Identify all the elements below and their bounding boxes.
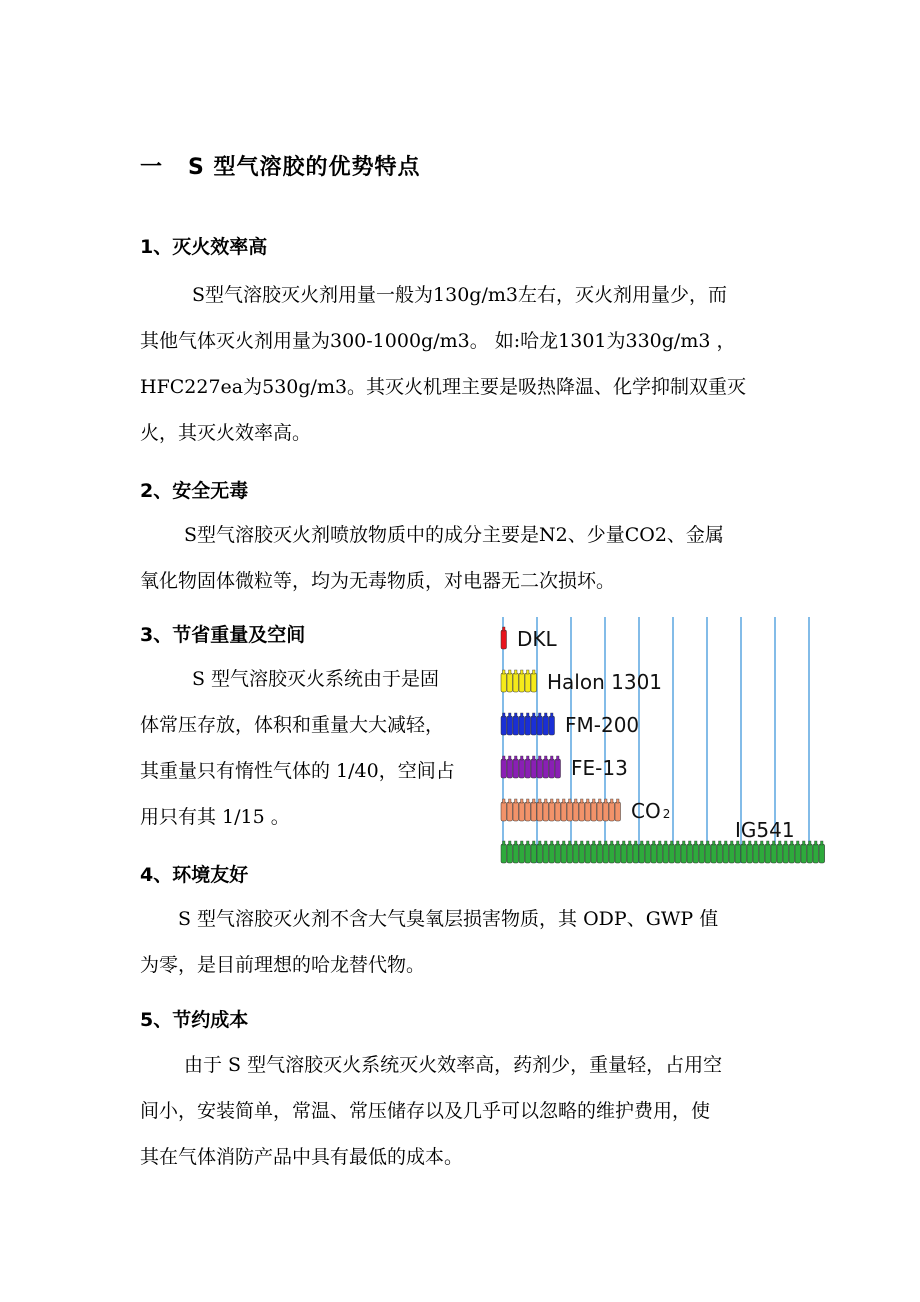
chart-bar-halon-1301	[501, 670, 537, 692]
chart-cylinder	[789, 844, 795, 863]
chart-cylinder-cap	[809, 841, 812, 845]
chart-cylinder	[513, 716, 519, 735]
chart-cylinder	[537, 716, 543, 735]
chart-bar-ig541	[501, 841, 825, 863]
chart-cylinder-cap	[653, 841, 656, 845]
chart-cylinder	[501, 802, 507, 821]
chart-cylinder-cap	[527, 799, 530, 803]
chart-cylinder	[579, 844, 585, 863]
chart-cylinder	[501, 759, 507, 778]
chart-cylinder	[501, 844, 507, 863]
chart-cylinder-cap	[713, 841, 716, 845]
chart-cylinder-cap	[509, 841, 512, 845]
chart-bar-label: CO 2	[631, 799, 671, 823]
chart-cylinder	[519, 716, 525, 735]
body-line: 其在气体消防产品中具有最低的成本。	[140, 1146, 464, 1168]
chart-cylinder	[657, 844, 663, 863]
chart-cylinder	[813, 844, 819, 863]
chart-cylinder-cap	[665, 841, 668, 845]
section-heading-environment: 4、环境友好	[140, 864, 249, 886]
chart-cylinder	[543, 716, 549, 735]
chart-cylinder-cap	[671, 841, 674, 845]
chart-cylinder	[753, 844, 759, 863]
chart-cylinder-cap	[599, 799, 602, 803]
chart-cylinder	[615, 802, 621, 821]
chart-cylinder-cap	[569, 841, 572, 845]
chart-cylinder	[507, 673, 513, 692]
chart-cylinder	[537, 802, 543, 821]
chart-cylinder-cap	[545, 713, 548, 717]
body-line: 氧化物固体微粒等，均为无毒物质，对电器无二次损坏。	[140, 570, 616, 592]
chart-cylinder-cap	[503, 713, 506, 717]
section-heading-safety: 2、安全无毒	[140, 480, 249, 502]
chart-bar-label: Halon 1301	[547, 670, 663, 694]
chart-cylinder	[741, 844, 747, 863]
chart-cylinder-cap	[581, 799, 584, 803]
chart-cylinder-cap	[539, 841, 542, 845]
chart-cylinder-cap	[551, 756, 554, 760]
chart-bar-fe-13	[501, 756, 561, 778]
chart-cylinder-cap	[527, 841, 530, 845]
section-body-weight	[140, 656, 455, 840]
chart-cylinder	[759, 844, 765, 863]
chart-cylinder	[735, 844, 741, 863]
chart-cylinder-cap	[647, 841, 650, 845]
chart-cylinder	[699, 844, 705, 863]
chart-bar-co	[501, 799, 621, 821]
chart-cylinder-cap	[539, 799, 542, 803]
chart-cylinder	[819, 844, 825, 863]
chart-cylinder	[567, 844, 573, 863]
chart-cylinder	[525, 716, 531, 735]
chart-cylinder-cap	[539, 713, 542, 717]
chart-cylinder	[519, 802, 525, 821]
chart-cylinder	[765, 844, 771, 863]
chart-cylinder	[687, 844, 693, 863]
body-line: 间小，安装简单，常温、常压储存以及几乎可以忽略的维护费用，使	[140, 1100, 711, 1122]
chart-cylinder-cap	[527, 713, 530, 717]
chart-cylinder	[537, 844, 543, 863]
chart-cylinder	[519, 759, 525, 778]
chart-cylinder	[579, 802, 585, 821]
agent-quantity-chart	[495, 615, 825, 867]
chart-cylinder-cap	[533, 841, 536, 845]
section-body-safety	[140, 512, 724, 604]
body-line: 其重量只有惰性气体的 1/40，空间占	[140, 760, 455, 782]
section-heading-cost: 5、节约成本	[140, 1009, 249, 1031]
chart-cylinder-cap	[605, 799, 608, 803]
chart-cylinder	[609, 844, 615, 863]
chart-cylinder	[513, 673, 519, 692]
chart-cylinder-cap	[533, 756, 536, 760]
chart-cylinder	[591, 802, 597, 821]
chart-cylinder-cap	[725, 841, 728, 845]
chart-cylinder	[531, 802, 537, 821]
chart-bar-label: DKL	[517, 627, 557, 651]
chart-cylinder	[771, 844, 777, 863]
chart-cylinder-cap	[701, 841, 704, 845]
chart-cylinder	[561, 802, 567, 821]
chart-cylinder-cap	[533, 713, 536, 717]
chart-cylinder	[639, 844, 645, 863]
chart-cylinder-cap	[587, 799, 590, 803]
chart-cylinder	[531, 716, 537, 735]
chart-cylinder	[705, 844, 711, 863]
chart-cylinder-cap	[557, 841, 560, 845]
chart-cylinder-cap	[569, 799, 572, 803]
chart-cylinder	[747, 844, 753, 863]
chart-bar-label: FE-13	[571, 756, 628, 780]
chart-cylinder	[555, 844, 561, 863]
chart-cylinder-cap	[581, 841, 584, 845]
chart-cylinder	[537, 759, 543, 778]
chart-cylinder-cap	[515, 799, 518, 803]
chart-cylinder-cap	[575, 841, 578, 845]
chart-cylinder-cap	[521, 713, 524, 717]
chart-bar-label: IG541	[735, 818, 795, 842]
chart-cylinder-cap	[611, 799, 614, 803]
body-line: HFC227ea为530g/m3。其灭火机理主要是吸热降温、化学抑制双重灭	[140, 376, 747, 398]
chart-cylinder	[573, 844, 579, 863]
chart-cylinder	[783, 844, 789, 863]
section-body-efficiency	[140, 272, 746, 456]
chart-cylinder	[507, 759, 513, 778]
chart-cylinder	[597, 802, 603, 821]
chart-cylinder-cap	[503, 670, 506, 674]
chart-cylinder-cap	[503, 756, 506, 760]
chart-cylinder	[651, 844, 657, 863]
chart-cylinder-cap	[683, 841, 686, 845]
chart-cylinder	[693, 844, 699, 863]
chart-cylinder-cap	[533, 799, 536, 803]
chart-cylinder-cap	[707, 841, 710, 845]
chart-cylinder-cap	[521, 756, 524, 760]
chart-cylinder	[555, 802, 561, 821]
chart-cylinder	[609, 802, 615, 821]
chart-cylinder-cap	[515, 713, 518, 717]
chart-cylinder-cap	[575, 799, 578, 803]
body-line: 由于 S 型气溶胶灭火系统灭火效率高，药剂少，重量轻，占用空	[184, 1054, 723, 1076]
chart-cylinder-cap	[731, 841, 734, 845]
title-number: 一	[140, 155, 164, 180]
title-text: S 型气溶胶的优势特点	[188, 155, 421, 180]
chart-bar-label: FM-200	[565, 713, 640, 737]
chart-cylinder	[513, 844, 519, 863]
chart-cylinder-cap	[545, 841, 548, 845]
chart-cylinder	[519, 844, 525, 863]
chart-cylinder-cap	[515, 670, 518, 674]
chart-cylinder-cap	[539, 756, 542, 760]
chart-cylinder-cap	[557, 756, 560, 760]
body-line: S型气溶胶灭火剂喷放物质中的成分主要是N2、少量CO2、金属	[184, 524, 724, 546]
chart-cylinder	[513, 759, 519, 778]
chart-cylinder-cap	[605, 841, 608, 845]
chart-cylinder	[717, 844, 723, 863]
chart-cylinder-cap	[587, 841, 590, 845]
chart-cylinder-cap	[629, 841, 632, 845]
section-heading-efficiency: 1、灭火效率高	[140, 236, 268, 258]
chart-cylinder	[567, 802, 573, 821]
body-line: 其他气体灭火剂用量为300-1000g/m3。 如:哈龙1301为330g/m3 ，	[140, 330, 736, 352]
chart-cylinder-cap	[551, 713, 554, 717]
chart-cylinder-cap	[821, 841, 824, 845]
chart-cylinder	[549, 844, 555, 863]
chart-cylinder-cap	[509, 713, 512, 717]
body-line: S型气溶胶灭火剂用量一般为130g/m3左右，灭火剂用量少，而	[192, 284, 727, 306]
chart-cylinder-cap	[521, 841, 524, 845]
chart-cylinder-cap	[557, 799, 560, 803]
chart-cylinder-cap	[551, 841, 554, 845]
chart-cylinder-cap	[677, 841, 680, 845]
chart-cylinder-cap	[617, 799, 620, 803]
chart-cylinder	[723, 844, 729, 863]
chart-cylinder-cap	[509, 670, 512, 674]
chart-cylinder	[501, 630, 507, 649]
chart-cylinder	[573, 802, 579, 821]
chart-cylinder-cap	[551, 799, 554, 803]
chart-cylinder	[501, 673, 507, 692]
chart-cylinder-cap	[617, 841, 620, 845]
chart-cylinder-cap	[509, 756, 512, 760]
chart-cylinder-cap	[695, 841, 698, 845]
chart-cylinder	[603, 844, 609, 863]
chart-cylinder	[711, 844, 717, 863]
chart-cylinder-cap	[719, 841, 722, 845]
chart-cylinder-cap	[659, 841, 662, 845]
chart-cylinder	[531, 759, 537, 778]
chart-cylinder	[507, 844, 513, 863]
chart-cylinder	[561, 844, 567, 863]
chart-bar-dkl	[501, 627, 507, 649]
chart-cylinder	[543, 759, 549, 778]
chart-cylinder	[525, 844, 531, 863]
chart-cylinder	[729, 844, 735, 863]
body-line: S 型气溶胶灭火系统由于是固	[192, 668, 440, 690]
body-line: 火，其灭火效率高。	[140, 422, 312, 444]
chart-cylinder	[603, 802, 609, 821]
section-body-cost	[140, 1042, 722, 1180]
chart-cylinder	[519, 673, 525, 692]
chart-cylinder	[507, 802, 513, 821]
chart-cylinder	[681, 844, 687, 863]
chart-cylinder	[795, 844, 801, 863]
chart-label-subscript: 2	[662, 807, 671, 821]
chart-cylinder-cap	[563, 799, 566, 803]
body-line: 为零，是目前理想的哈龙替代物。	[140, 954, 426, 976]
chart-cylinder-cap	[527, 756, 530, 760]
section-heading-weight: 3、节省重量及空间	[140, 624, 306, 646]
section-body-environment	[140, 896, 718, 988]
chart-cylinder-cap	[641, 841, 644, 845]
chart-cylinder-cap	[503, 627, 506, 631]
chart-cylinder	[591, 844, 597, 863]
body-line: S 型气溶胶灭火剂不含大气臭氧层损害物质，其 ODP、GWP 值	[178, 908, 719, 930]
page-title	[140, 150, 421, 181]
chart-cylinder	[645, 844, 651, 863]
chart-cylinder	[633, 844, 639, 863]
body-line: 用只有其 1/15 。	[140, 806, 290, 828]
chart-cylinder	[669, 844, 675, 863]
chart-cylinder-cap	[593, 799, 596, 803]
chart-cylinder-cap	[521, 670, 524, 674]
chart-cylinder	[507, 716, 513, 735]
body-line: 体常压存放，体积和重量大大减轻，	[140, 714, 445, 736]
chart-cylinder	[525, 759, 531, 778]
chart-cylinder-cap	[623, 841, 626, 845]
chart-cylinder-cap	[545, 799, 548, 803]
chart-cylinder	[531, 844, 537, 863]
chart-cylinder	[663, 844, 669, 863]
chart-cylinder-cap	[503, 841, 506, 845]
chart-cylinder	[525, 802, 531, 821]
chart-cylinder	[621, 844, 627, 863]
chart-cylinder-cap	[533, 670, 536, 674]
chart-cylinder-cap	[599, 841, 602, 845]
chart-cylinder	[585, 844, 591, 863]
chart-cylinder	[501, 716, 507, 735]
chart-cylinder	[543, 802, 549, 821]
chart-cylinder-cap	[509, 799, 512, 803]
chart-cylinder	[801, 844, 807, 863]
chart-cylinder	[585, 802, 591, 821]
chart-cylinder	[531, 673, 537, 692]
chart-cylinder-cap	[611, 841, 614, 845]
chart-cylinder-cap	[635, 841, 638, 845]
chart-cylinder-cap	[797, 841, 800, 845]
chart-cylinder-cap	[515, 756, 518, 760]
chart-cylinder	[549, 759, 555, 778]
chart-cylinder-cap	[545, 756, 548, 760]
chart-cylinder-cap	[503, 799, 506, 803]
chart-cylinder	[615, 844, 621, 863]
chart-cylinder-cap	[515, 841, 518, 845]
chart-cylinder-cap	[593, 841, 596, 845]
chart-cylinder-cap	[803, 841, 806, 845]
chart-cylinder	[549, 716, 555, 735]
chart-cylinder-cap	[563, 841, 566, 845]
chart-cylinder-cap	[527, 670, 530, 674]
chart-bar-fm-200	[501, 713, 555, 735]
chart-cylinder	[549, 802, 555, 821]
chart-cylinder	[525, 673, 531, 692]
chart-cylinder-cap	[521, 799, 524, 803]
chart-cylinder	[777, 844, 783, 863]
chart-cylinder	[597, 844, 603, 863]
chart-cylinder-cap	[815, 841, 818, 845]
chart-cylinder	[543, 844, 549, 863]
chart-cylinder	[513, 802, 519, 821]
chart-cylinder-cap	[689, 841, 692, 845]
chart-cylinder	[807, 844, 813, 863]
chart-cylinder	[555, 759, 561, 778]
chart-cylinder	[627, 844, 633, 863]
chart-cylinder	[675, 844, 681, 863]
